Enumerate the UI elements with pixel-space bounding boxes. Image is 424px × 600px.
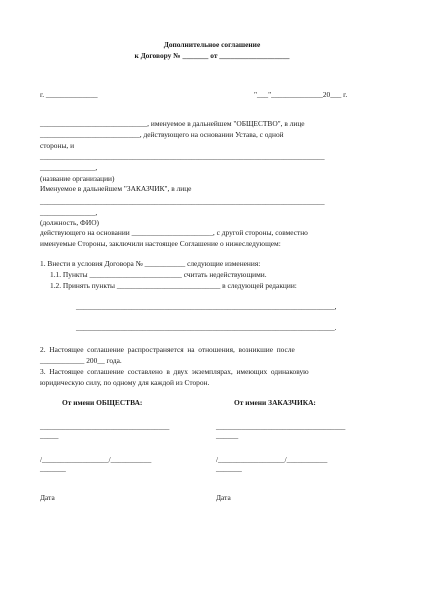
org-name-note: (название организации) xyxy=(40,174,115,183)
signature-left-line-1: ___________________________________ xyxy=(40,422,170,431)
signature-left-line-2b: _______ xyxy=(40,464,66,473)
signature-right-line-2b: _______ xyxy=(216,464,242,473)
signature-right-line-1b: ______ xyxy=(216,431,239,440)
signature-heading-left: От имени ОБЩЕСТВА: xyxy=(62,398,143,407)
position-note: (должность, ФИО) xyxy=(40,218,99,227)
preamble-line-3: стороны, и xyxy=(40,141,75,150)
clause-2-line-2: ____________ 200__ года. xyxy=(40,356,122,365)
clause-blank-2: ______________________________________________________________________. xyxy=(76,323,337,332)
clause-1-2: 1.2. Принять пункты ____________________________ в следующей редакции: xyxy=(50,281,297,290)
document-subtitle: к Договору № _______ от ___________________ xyxy=(134,51,290,60)
signature-right-line-2: /__________________/___________ xyxy=(216,455,328,464)
preamble-line-8: действующего на основании ______________________, с другой стороны, совместно xyxy=(40,228,308,237)
signature-left-line-1b: _____ xyxy=(40,431,59,440)
clause-blank-1: ______________________________________________________________________, xyxy=(76,302,337,311)
signature-left-line-2: /__________________/___________ xyxy=(40,455,152,464)
preamble-line-5: _______________, xyxy=(40,163,98,172)
signature-heading-right: От имени ЗАКАЗЧИКА: xyxy=(234,398,316,407)
clause-3-line-1: 3. Настоящее соглашение составлено в двух экземплярах, имеющих одинаковую xyxy=(40,367,309,376)
customer-line: Именуемое в дальнейшем "ЗАКАЗЧИК", в лице xyxy=(40,184,192,193)
signature-right-line-1: ___________________________________ xyxy=(216,422,346,431)
preamble-line-4: _____________________________________________________________________________ xyxy=(40,152,325,161)
date-field: "___"______________20___ г. xyxy=(254,90,348,99)
preamble-line-9: именуемые Стороны, заключили настоящее Соглашение о нижеследующем: xyxy=(40,239,281,248)
preamble-line-2: ___________________________, действующего на основании Устава, с одной xyxy=(40,130,284,139)
clause-1: 1. Внести в условия Договора № ___________ следующие изменения: xyxy=(40,259,261,268)
preamble-line-6: _____________________________________________________________________________ xyxy=(40,197,325,206)
signature-right-date: Дата xyxy=(216,493,231,502)
preamble-line-1: _____________________________, именуемое в дальнейшем "ОБЩЕСТВО", в лице xyxy=(40,119,305,128)
document-title: Дополнительное соглашение xyxy=(163,40,261,49)
clause-2-line-1: 2. Настоящее соглашение распространяется на отношения, возникшие после xyxy=(40,345,295,354)
preamble-line-7: _______________, xyxy=(40,208,98,217)
city-field: г. ______________ xyxy=(40,90,98,99)
clause-1-1: 1.1. Пункты _________________________ считать недействующими. xyxy=(50,270,267,279)
signature-left-date: Дата xyxy=(40,493,55,502)
clause-3-line-2: юридическую силу, по одному для каждой из Сторон. xyxy=(40,378,210,387)
